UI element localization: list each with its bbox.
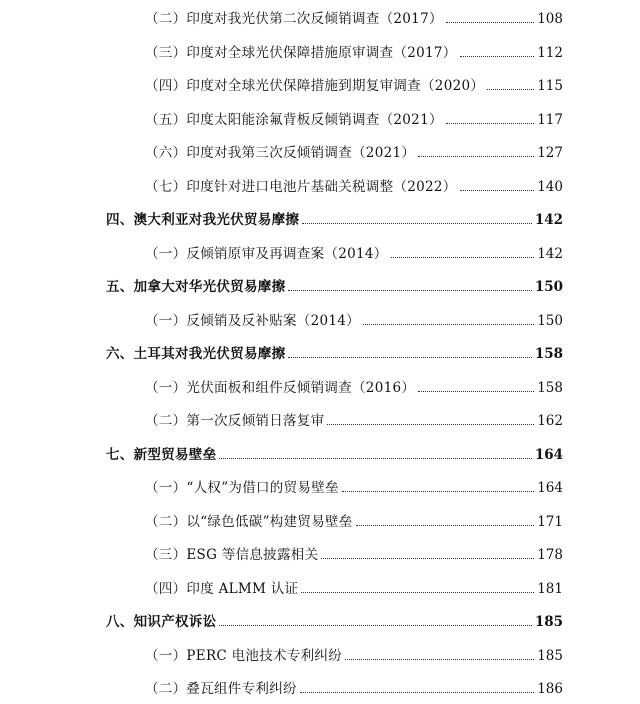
toc-entry-title: 五、加拿大对华光伏贸易摩擦 — [106, 279, 286, 295]
toc-dot-leader — [302, 223, 532, 224]
toc-page-number: 108 — [537, 11, 563, 27]
toc-page-number: 158 — [534, 346, 563, 362]
toc-subsection-entry — [145, 6, 563, 28]
toc-page-number: 127 — [537, 145, 563, 161]
toc-dot-leader — [219, 458, 531, 459]
toc-entry-title: （一）反倾销及反补贴案（2014） — [145, 312, 360, 329]
toc-dot-leader — [391, 257, 535, 258]
toc-subsection-entry — [145, 308, 563, 330]
toc-entry-title: （四）印度对全球光伏保障措施到期复审调查（2020） — [145, 78, 485, 94]
toc-dot-leader — [418, 391, 534, 392]
toc-entry-title: 八、知识产权诉讼 — [106, 614, 217, 630]
toc-entry-title: 四、澳大利亚对我光伏贸易摩擦 — [106, 212, 300, 228]
toc-dot-leader — [446, 22, 534, 23]
toc-entry-title: （六）印度对我第三次反倾销调查（2021） — [145, 145, 416, 161]
toc-entry-title: （一）光伏面板和组件反倾销调查（2016） — [145, 379, 416, 396]
toc-entry-title: （二）印度对我光伏第二次反倾销调查（2017） — [145, 11, 443, 27]
toc-page-number: 178 — [537, 547, 563, 563]
toc-dot-leader — [342, 491, 534, 492]
toc-page-number: 158 — [537, 379, 563, 396]
toc-dot-leader — [487, 89, 534, 90]
toc-subsection-entry — [145, 676, 563, 698]
toc-entry-title: 六、土耳其对我光伏贸易摩擦 — [106, 346, 286, 362]
toc-page-number: 164 — [534, 446, 563, 463]
toc-dot-leader — [219, 625, 531, 626]
toc-page-number: 150 — [534, 279, 563, 295]
toc-entry-title: （二）叠瓦组件专利纠纷 — [145, 681, 297, 697]
toc-dot-leader — [321, 558, 534, 559]
toc-entry-title: （二）第一次反倾销日落复审 — [145, 413, 325, 429]
toc-subsection-entry — [145, 40, 563, 62]
toc-subsection-entry — [145, 375, 563, 397]
toc-page-number: 142 — [537, 245, 563, 262]
toc-entry-title: （一）反倾销原审及再调查案（2014） — [145, 245, 388, 262]
toc-dot-leader — [363, 324, 534, 325]
toc-dot-leader — [460, 56, 535, 57]
toc-dot-leader — [345, 659, 534, 660]
toc-page-number: 185 — [537, 647, 563, 664]
toc-subsection-entry — [145, 542, 563, 564]
toc-subsection-entry — [145, 107, 563, 129]
toc-page-number: 117 — [537, 111, 563, 128]
toc-dot-leader — [288, 290, 531, 291]
toc-dot-leader — [301, 592, 534, 593]
toc-dot-leader — [356, 525, 535, 526]
toc-section-entry — [106, 341, 563, 363]
toc-entry-title: （四）印度 ALMM 认证 — [145, 580, 299, 597]
toc-subsection-entry — [145, 408, 563, 430]
toc-page-number: 164 — [537, 480, 563, 496]
toc-page-number: 112 — [537, 44, 563, 61]
toc-subsection-entry — [145, 643, 563, 665]
toc-subsection-entry — [145, 73, 563, 95]
toc-section-entry — [106, 609, 563, 631]
toc-subsection-entry — [145, 241, 563, 263]
toc-dot-leader — [418, 156, 534, 157]
toc-page-number: 162 — [537, 413, 563, 429]
toc-page-number: 186 — [537, 681, 563, 697]
toc-dot-leader — [300, 692, 534, 693]
toc-entry-title: （七）印度针对进口电池片基础关税调整（2022） — [145, 178, 457, 195]
toc-page-number: 142 — [534, 212, 563, 228]
toc-entry-title: 七、新型贸易壁垒 — [106, 446, 217, 463]
toc-section-entry — [106, 207, 563, 229]
toc-subsection-entry — [145, 576, 563, 598]
toc-page-number: 115 — [537, 78, 563, 94]
toc-page-number: 181 — [537, 580, 563, 597]
toc-entry-title: （五）印度太阳能涂氟背板反倾销调查（2021） — [145, 111, 443, 128]
toc-page-number: 140 — [537, 178, 563, 195]
toc-subsection-entry — [145, 140, 563, 162]
toc-entry-title: （三）印度对全球光伏保障措施原审调查（2017） — [145, 44, 457, 61]
toc-page-number: 171 — [537, 513, 563, 530]
toc-entry-title: （二）以“绿色低碳”构建贸易壁垒 — [145, 513, 353, 530]
toc-entry-title: （一）“人权”为借口的贸易壁垒 — [145, 480, 339, 496]
toc-subsection-entry — [145, 475, 563, 497]
toc-dot-leader — [288, 357, 531, 358]
toc-subsection-entry — [145, 174, 563, 196]
toc-entry-title: （一）PERC 电池技术专利纠纷 — [145, 647, 343, 664]
toc-dot-leader — [327, 424, 534, 425]
toc-dot-leader — [446, 123, 534, 124]
toc-entry-title: （三）ESG 等信息披露相关 — [145, 547, 319, 563]
toc-dot-leader — [460, 190, 535, 191]
toc-section-entry — [106, 442, 563, 464]
toc-subsection-entry — [145, 509, 563, 531]
toc-page-number: 185 — [534, 614, 563, 630]
toc-page-number: 150 — [537, 312, 563, 329]
toc-section-entry — [106, 274, 563, 296]
